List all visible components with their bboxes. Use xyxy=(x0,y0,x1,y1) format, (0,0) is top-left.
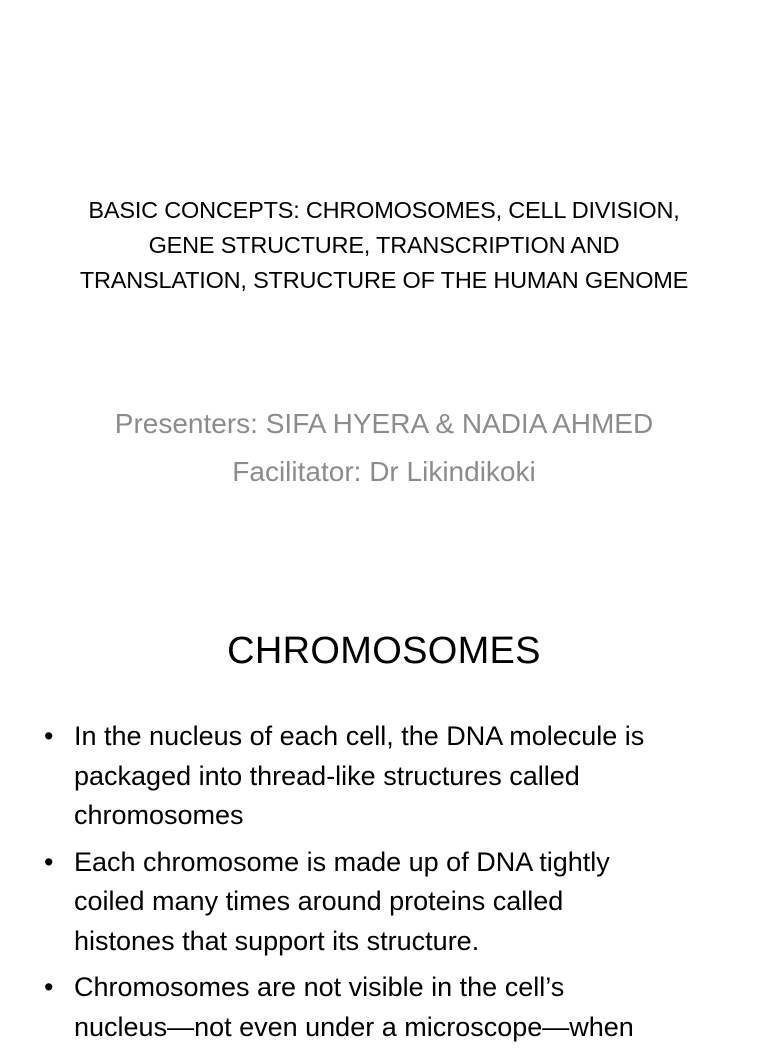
bullet-marker: • xyxy=(44,846,54,877)
slide-subtitle xyxy=(40,400,728,496)
slide-title-line-1: BASIC CONCEPTS: CHROMOSOMES, CELL DIVISION, xyxy=(88,197,680,223)
bullet-text-line: packaged into thread-like structures called xyxy=(74,760,580,791)
bullet-item xyxy=(40,843,740,962)
bullet-text-line: coiled many times around proteins called xyxy=(74,886,564,916)
bullet-text-line: nucleus—not even under a microscope—when xyxy=(74,1011,634,1042)
slide-title xyxy=(40,193,728,298)
facilitator-text: Facilitator: Dr Likindikoki xyxy=(232,456,536,487)
slide-title-line-2: GENE STRUCTURE, TRANSCRIPTION AND xyxy=(148,232,620,258)
bullet-text-line: chromosomes xyxy=(74,800,244,830)
bullet-marker: • xyxy=(44,721,54,751)
presenters-text: Presenters: SIFA HYERA & NADIA AHMED xyxy=(114,408,654,439)
bullet-text-line: histones that support its structure. xyxy=(74,925,480,956)
bullet-item xyxy=(40,968,740,1047)
bullet-item xyxy=(40,717,740,836)
bullet-marker: • xyxy=(44,972,54,1002)
content-slide xyxy=(0,576,768,1042)
slide-heading: CHROMOSOMES xyxy=(227,630,541,672)
bullet-text-line: In the nucleus of each cell, the DNA molecule is xyxy=(74,721,645,751)
bullet-text-line: Chromosomes are not visible in the cell’s xyxy=(74,972,565,1002)
slide-title-line-3: TRANSLATION, STRUCTURE OF THE HUMAN GENOME xyxy=(79,267,689,293)
bullet-text-line: Each chromosome is made up of DNA tightly xyxy=(74,846,610,877)
bullet-list xyxy=(40,717,740,1054)
